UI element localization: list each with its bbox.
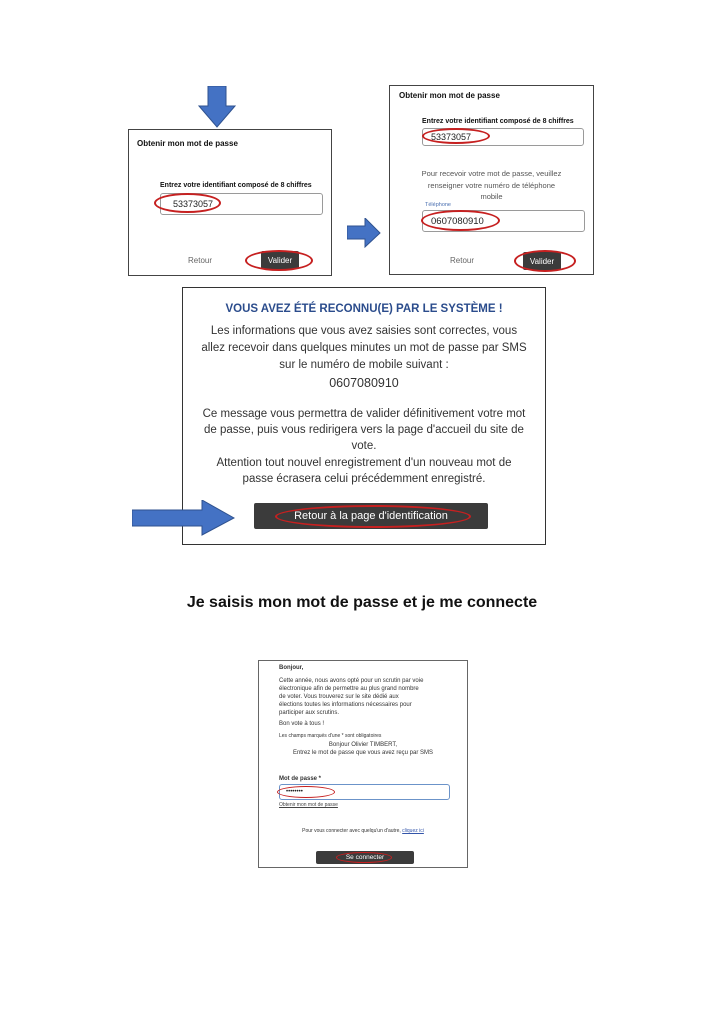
password-label: Mot de passe * — [279, 776, 322, 782]
back-link[interactable]: Retour — [188, 256, 213, 265]
message-line-1: Les informations que vous avez saisies sont correctes, vous — [210, 325, 518, 337]
intro-line-4: élections toutes les informations nécessaires pour — [279, 702, 412, 708]
identifier-label: Entrez votre identifiant composé de 8 chiffres — [422, 118, 574, 125]
identifier-input[interactable]: 53373057 — [160, 193, 323, 215]
sms-prompt: Entrez le mot de passe que vous avez reçu par SMS — [292, 750, 434, 756]
intro-line-5: participer aux scrutins. — [279, 710, 340, 716]
back-link[interactable]: Retour — [450, 256, 475, 265]
forgot-password-link[interactable]: Obtenir mon mot de passe — [279, 802, 338, 808]
info-line-3: mobile — [480, 192, 503, 201]
connect-button[interactable]: Se connecter — [316, 851, 414, 864]
message-line-6: vote. — [351, 440, 377, 452]
hello-user: Bonjour Olivier TIMBERT, — [328, 742, 398, 748]
confirmation-panel — [182, 287, 546, 545]
back-to-login-button[interactable]: Retour à la page d'identification — [254, 503, 488, 529]
panel-obtain-password-step2 — [389, 85, 594, 275]
validate-button[interactable]: Valider — [523, 252, 561, 270]
phone-input[interactable]: 0607080910 — [422, 210, 585, 232]
panel-title: Obtenir mon mot de passe — [137, 139, 238, 148]
message-line-3: sur le numéro de mobile suivant : — [279, 359, 449, 371]
info-line-2: renseigner votre numéro de téléphone — [427, 181, 556, 190]
message-line-8: passe écrasera celui précédemment enregistré. — [242, 473, 486, 485]
required-note: Les champs marqués d'une * sont obligatoires — [279, 733, 382, 739]
down-arrow-icon — [198, 86, 236, 128]
message-line-4: Ce message vous permettra de valider définitivement votre mot — [202, 408, 526, 420]
section-heading: Je saisis mon mot de passe et je me connecte — [186, 594, 538, 611]
intro-line-3: de voter. Vous trouverez sur le site dédié aux — [279, 694, 399, 700]
panel-obtain-password-step1 — [128, 129, 332, 276]
identifier-label: Entrez votre identifiant composé de 8 chiffres — [160, 182, 312, 189]
intro-line-2: électronique afin de permettre au plus grand nombre — [279, 686, 419, 692]
message-line-2: allez recevoir dans quelques minutes un mot de passe par SMS — [201, 342, 527, 354]
info-line-1: Pour recevoir votre mot de passe, veuillez — [421, 169, 562, 178]
identifier-input[interactable]: 53373057 — [422, 128, 584, 146]
bon-vote: Bon vote à tous ! — [279, 721, 325, 727]
intro-line-1: Cette année, nous avons opté pour un scrutin par voie — [279, 678, 424, 684]
login-panel — [258, 660, 468, 868]
phone-label: Téléphone — [425, 202, 451, 208]
validate-button[interactable]: Valider — [261, 251, 299, 269]
message-line-5: de passe, puis vous redirigera vers la page d'accueil du site de — [204, 424, 524, 436]
other-user-line — [259, 827, 467, 835]
right-arrow-icon — [132, 500, 235, 536]
click-here-link[interactable]: cliquez ici — [402, 828, 424, 834]
message-line-7: Attention tout nouvel enregistrement d'un nouveau mot de — [216, 457, 512, 469]
password-input[interactable]: •••••••• — [279, 784, 450, 800]
panel-title: Obtenir mon mot de passe — [399, 91, 500, 100]
confirmation-heading: VOUS AVEZ ÉTÉ RECONNU(E) PAR LE SYSTÈME ! — [225, 303, 503, 315]
other-user-text: Pour vous connecter avec quelqu'un d'autre, — [302, 828, 401, 834]
greeting: Bonjour, — [279, 665, 304, 671]
phone-number: 0607080910 — [329, 376, 399, 390]
right-arrow-icon — [347, 218, 381, 248]
